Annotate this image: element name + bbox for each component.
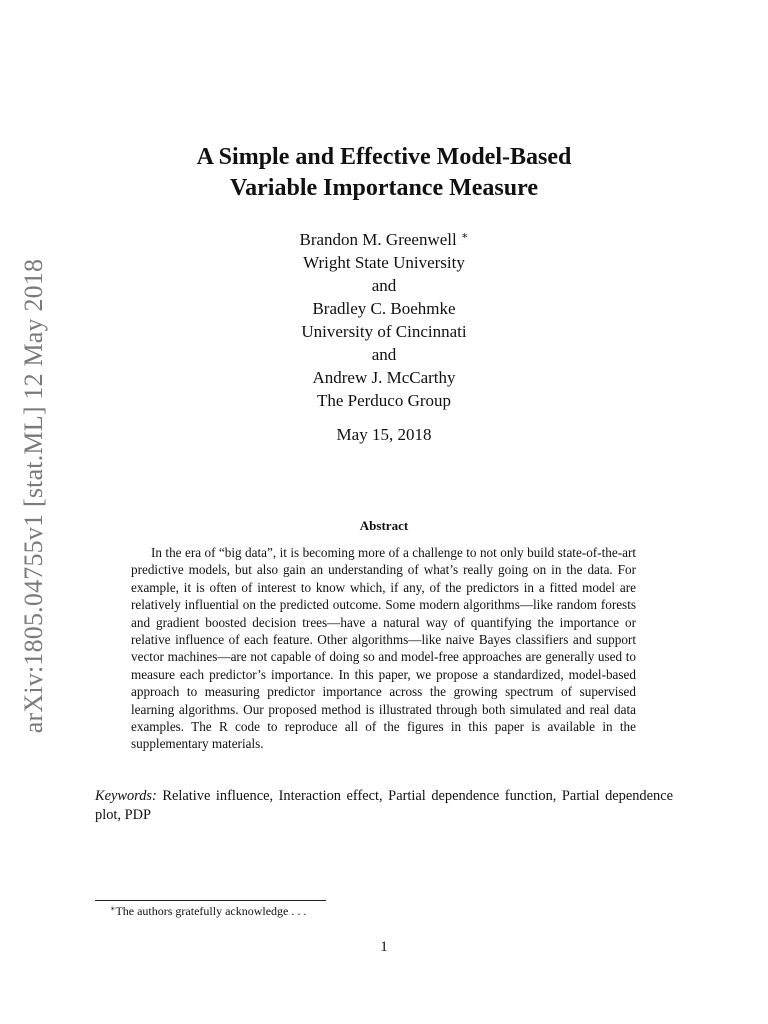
paper-title-line-1: A Simple and Effective Model-Based bbox=[196, 144, 572, 170]
author-3-name: Andrew J. McCarthy bbox=[312, 368, 456, 387]
author-1-footnote-mark[interactable]: ∗ bbox=[460, 230, 469, 242]
author-2-affiliation: University of Cincinnati bbox=[301, 322, 467, 341]
author-1 bbox=[0, 228, 768, 251]
author-1-affiliation: Wright State University bbox=[303, 253, 465, 272]
arxiv-identifier-stamp: arXiv:1805.04755v1 [stat.ML] 12 May 2018 bbox=[19, 258, 48, 734]
page-number: 1 bbox=[380, 939, 388, 955]
keywords-text: Relative influence, Interaction effect, Partial dependence function, Partial dependence plot, PDP bbox=[95, 788, 673, 823]
author-block bbox=[0, 228, 768, 412]
keywords-paragraph bbox=[95, 787, 673, 825]
footnote-text: The authors gratefully acknowledge . . . bbox=[115, 904, 307, 918]
author-3-affiliation: The Perduco Group bbox=[316, 391, 452, 410]
author-2-name: Bradley C. Boehmke bbox=[312, 299, 456, 318]
author-1-name: Brandon M. Greenwell bbox=[299, 230, 457, 249]
footnote bbox=[110, 904, 306, 919]
abstract-heading: Abstract bbox=[359, 518, 409, 533]
footnote-mark: ∗ bbox=[110, 904, 116, 913]
footnote-divider bbox=[95, 900, 326, 901]
paper-title-line-2: Variable Importance Measure bbox=[230, 175, 538, 201]
paper-title bbox=[0, 142, 768, 204]
keywords-label: Keywords: bbox=[95, 788, 157, 804]
abstract-text: In the era of “big data”, it is becoming more of a challenge to not only build state-of-the-art predictive models, but also gain an understanding of what’s really going on in the data. For example, it is often of interest to know which, if any, of the predictors in a fitted model are relatively influential on the predicted outcome. Some modern algorithms—like random forests and gradient boosted decision trees—have a natural way of quantifying the importance or relative influence of each feature. Other algorithms—like naive Bayes classifiers and support vector machines—are not capable of doing so and model-free approaches are generally used to measure each predictor’s importance. In this paper, we propose a standardized, model-based approach to measuring predictor importance across the growing spectrum of supervised learning algorithms. Our proposed method is illustrated through both simulated and real data examples. The R code to reproduce all of the figures in this paper is available in the supplementary materials. bbox=[131, 545, 636, 752]
author-separator-2: and bbox=[371, 345, 397, 364]
author-separator-1: and bbox=[371, 276, 397, 295]
publication-date: May 15, 2018 bbox=[336, 425, 432, 444]
